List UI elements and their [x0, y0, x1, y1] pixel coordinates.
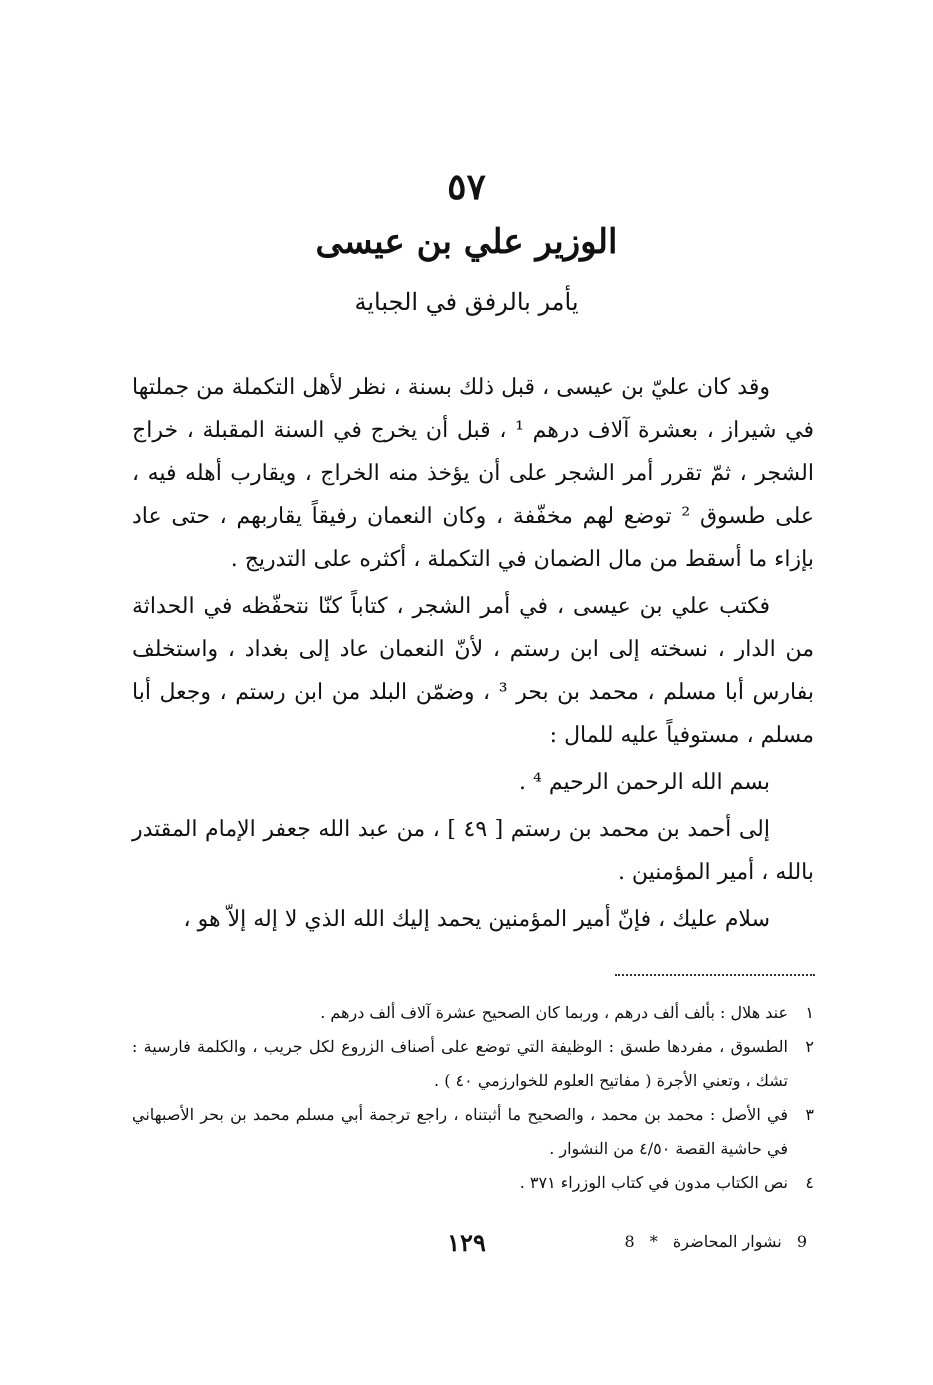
footnote — [132, 1166, 814, 1200]
footnote-text: الطسوق ، مفردها طسق : الوظيفة التي توضع على أصناف الزروع لكل جريب ، والكلمة فارسية : تشك ، وتعني الأجرة ( مفاتيح العلوم للخوارزمي ٤٠ ) . — [132, 1037, 788, 1090]
chapter-title: الوزير علي بن عيسى — [315, 222, 618, 262]
footnote-text: نص الكتاب مدون في كتاب الوزراء ٣٧١ . — [519, 1173, 788, 1192]
body-text — [132, 366, 814, 945]
signature-star: * — [649, 1232, 658, 1251]
footnote — [132, 996, 814, 1030]
footnote-number: ١ — [805, 1003, 814, 1022]
paragraph: بسم الله الرحمن الرحيم ⁴ . — [519, 770, 770, 795]
footnote-number: ٣ — [805, 1105, 814, 1124]
chapter-number: ٥٧ — [447, 166, 486, 208]
footnote-number: ٢ — [805, 1037, 814, 1056]
footnotes — [132, 996, 814, 1200]
footnote — [132, 1030, 814, 1098]
footnote-text: عند هلال : بألف ألف درهم ، وربما كان الصحيح عشرة آلاف ألف درهم . — [320, 1003, 788, 1022]
footnote-number: ٤ — [805, 1173, 814, 1192]
signature-title: نشوار المحاضرة — [672, 1232, 782, 1251]
signature-number-a: 9 — [796, 1232, 807, 1251]
signature-number-b: 8 — [624, 1232, 635, 1251]
paragraph: وقد كان عليّ بن عيسى ، قبل ذلك بسنة ، نظر لأهل التكملة من جملتها في شيراز ، بعشرة آلاف درهم ¹ ، قبل أن يخرج في السنة المقبلة ، خراج الشجر ، ثمّ تقرر أمر الشجر على أن يؤخذ منه الخراج ، ويقارب أهله فيه ، على طسوق ² توضع لهم مخفّفة ، وكان النعمان رفيقاً يقاربهم ، حتى عاد بإزاء ما أسقط من مال الضمان في التكملة ، أكثره على التدريج . — [132, 375, 814, 572]
footnote-divider — [615, 974, 815, 976]
footnote — [132, 1098, 814, 1166]
printer-signature — [615, 1232, 807, 1251]
paragraph: إلى أحمد بن محمد بن رستم [ ٤٩ ] ، من عبد الله جعفر الإمام المقتدر بالله ، أمير المؤمنين . — [132, 817, 814, 885]
page-number: ١٢٩ — [447, 1228, 486, 1257]
footnote-text: في الأصل : محمد بن محمد ، والصحيح ما أثبتناه ، راجع ترجمة أبي مسلم محمد بن بحر الأصبهاني في حاشية القصة ٤/٥٠ من النشوار . — [132, 1105, 788, 1158]
paragraph: فكتب علي بن عيسى ، في أمر الشجر ، كتاباً كنّا نتحفّظه في الحداثة من الدار ، نسخته إلى ابن رستم ، لأنّ النعمان عاد إلى بغداد ، واستخلف بفارس أبا مسلم ، محمد بن بحر ³ ، وضمّن البلد من ابن رستم ، وجعل أبا مسلم ، مستوفياً عليه للمال : — [132, 594, 814, 748]
paragraph: سلام عليك ، فإنّ أمير المؤمنين يحمد إليك الله الذي لا إله إلاّ هو ، — [183, 907, 770, 932]
chapter-subtitle: يأمر بالرفق في الجباية — [354, 288, 579, 316]
